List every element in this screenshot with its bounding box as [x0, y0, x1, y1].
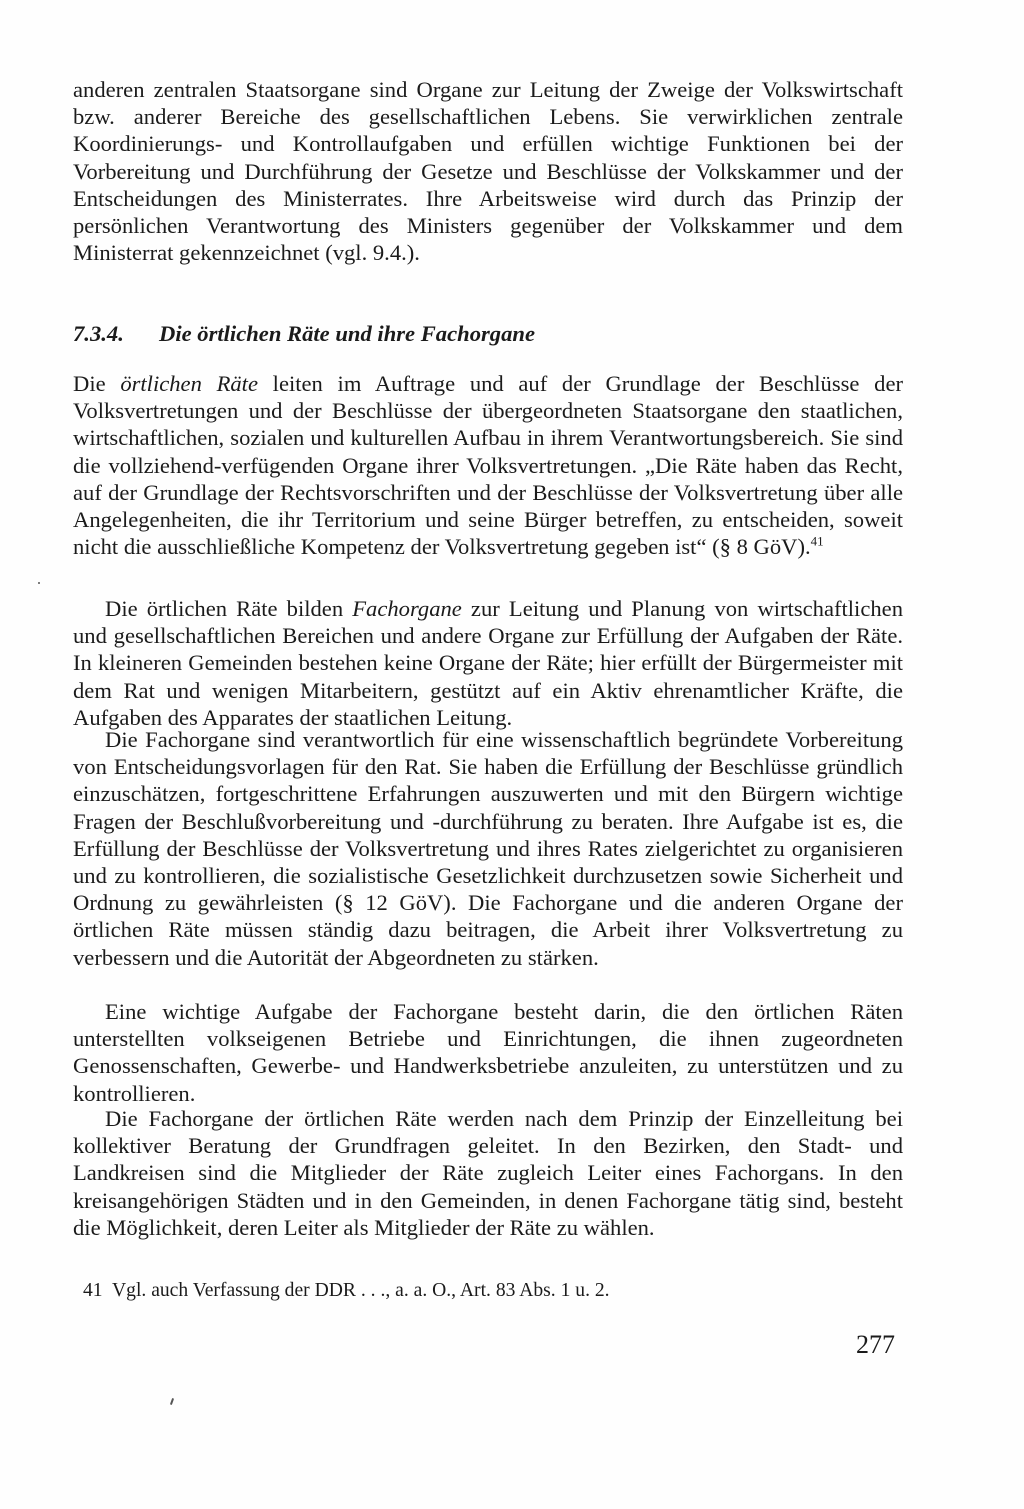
- paragraph-fachorgane: [73, 595, 903, 731]
- paragraph-oertliche-raete: [73, 370, 903, 560]
- emphasized-term: Fachorgane: [352, 596, 462, 621]
- scan-speck: [38, 582, 40, 584]
- paragraph-lead: Die: [73, 371, 121, 396]
- section-title: Die örtlichen Räte und ihre Fachorgane: [159, 321, 535, 346]
- paragraph-verantwortung: Die Fachorgane sind verantwortlich für eine wissenschaftlich begründete Vorbereitung von Entscheidungsvorlagen für den Rat. Sie haben die Erfüllung der Beschlüsse gründlich einzuschätzen, fortgeschrittene Erfahrungen auszuwerten und mit den Bürgern wichtige Fragen der Beschlußvorbereitung und -durchführung zu beraten. Ihre Aufgabe ist es, die Erfüllung der Beschlüsse der Volksvertretung und ihres Rates zielgerichtet zu organisieren und zu kontrollieren, die sozialistische Gesetzlichkeit durchzusetzen sowie Sicherheit und Ordnung zu gewährleisten (§ 12 GöV). Die Fachorgane und die anderen Organe der örtlichen Räte müssen ständig dazu beitragen, die Arbeit ihrer Volksvertretung zu verbessern und die Autorität der Abgeordneten zu stärken.: [73, 727, 903, 970]
- page-number: 277: [856, 1330, 895, 1359]
- paragraph-text: zur Leitung und Planung von wirtschaftlichen und gesellschaftlichen Bereichen und andere Organe zur Erfüllung der Aufgaben der Räte. In kleineren Gemeinden bestehen keine Organe der Räte; hier erfüllt der Bürgermeister mit dem Rat und wenigen Mitarbeitern, gestützt auf ein Aktiv ehrenamtlicher Kräfte, die Aufgaben des Apparates der staatlichen Leitung.: [73, 596, 903, 730]
- paragraph-lead: Die örtlichen Räte bilden: [105, 596, 353, 621]
- paragraph-einzelleitung: Die Fachorgane der örtlichen Räte werden nach dem Prinzip der Einzelleitung bei kollektiver Beratung der Grundfragen geleitet. In den Bezirken, den Stadt- und Landkreisen sind die Mitglieder der Räte zugleich Leiter eines Fachorgans. In den kreisangehörigen Städten und in den Gemeinden, in denen Fachorgane tätig sind, besteht die Möglichkeit, deren Leiter als Mitglieder der Räte zu wählen.: [73, 1106, 903, 1240]
- footnote-reference: 41: [810, 533, 824, 549]
- paragraph-text: leiten im Auftrage und auf der Grundlage der Beschlüsse der Volksvertretungen und der Beschlüsse der übergeordneten Staatsorgane den staatlichen, wirtschaftlichen, sozialen und kulturellen Aufbau in ihrem Verantwortungsbereich. Sie sind die vollziehend-verfügenden Organe ihrer Volksvertretungen. „Die Räte haben das Recht, auf der Grundlage der Rechtsvorschriften und der Beschlüsse der Volksvertretung über alle Angelegenheiten, die ihr Territorium und seine Bürger betreffen, zu entscheiden, soweit nicht die ausschließliche Kompetenz der Volksvertretung gegeben ist“ (§ 8 GöV).: [73, 371, 903, 560]
- section-number: 7.3.4.: [73, 321, 124, 346]
- section-heading: [73, 320, 903, 347]
- paragraph-aufgabe: Eine wichtige Aufgabe der Fachorgane besteht darin, die den örtlichen Räten unterstellten volkseigenen Betriebe und Einrichtungen, die ihnen zugeordneten Genossenschaften, Gewerbe- und Handwerksbetriebe anzuleiten, zu unterstützen und zu kontrollieren.: [73, 999, 903, 1106]
- emphasized-term: örtlichen Räte: [120, 371, 258, 396]
- footnote-text: Vgl. auch Verfassung der DDR . . ., a. a. O., Art. 83 Abs. 1 u. 2.: [112, 1280, 610, 1301]
- footnote-number: 41: [83, 1280, 103, 1301]
- footnote: [83, 1278, 610, 1304]
- scan-speck: [170, 1398, 174, 1405]
- intro-paragraph: anderen zentralen Staatsorgane sind Organe zur Leitung der Zweige der Volkswirtschaft bzw. anderer Bereiche des gesellschaftlichen Lebens. Sie verwirklichen zentrale Koordinierungs- und Kontrollaufgaben und erfüllen wichtige Funktionen bei der Vorbereitung und Durchführung der Gesetze und Beschlüsse der Volkskammer und der Entscheidungen des Ministerrates. Ihre Arbeitsweise wird durch das Prinzip der persönlichen Verantwortung des Ministers gegenüber der Volkskammer und dem Ministerrat gekennzeichnet (vgl. 9.4.).: [73, 77, 903, 266]
